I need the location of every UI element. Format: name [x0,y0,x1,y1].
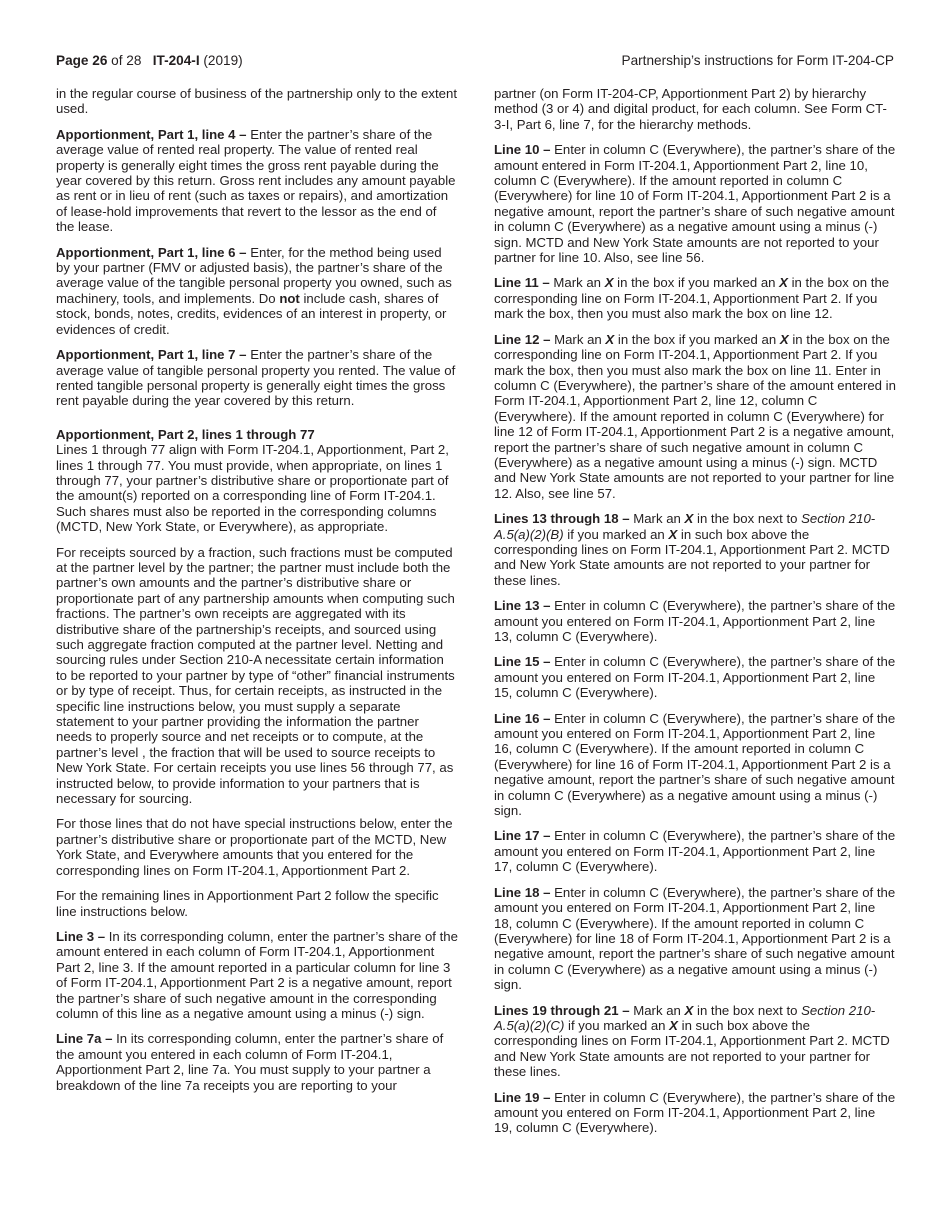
paragraph-no-special-instructions: For those lines that do not have special instructions below, enter the partner’s distributive share or proportionate part of the MCTD, New York State, and Everywhere amounts that you entered for the corresponding lines on Form IT-204.1, Apportionment Part 2. [56,816,453,878]
x-mark: X [684,511,694,527]
line-heading: Line 10 – [494,142,551,158]
line-heading: Lines 13 through 18 – [494,511,630,527]
page-header [56,52,894,70]
header-title: Partnership’s instructions for Form IT-204-CP [621,53,894,68]
line-heading: Apportionment, Part 1, line 6 – [56,244,247,260]
line-heading: Line 16 – [494,710,551,726]
line-heading: Line 7a – [56,1031,113,1047]
line-heading: Line 15 – [494,654,551,670]
line-heading: Apportionment, Part 1, line 4 – [56,126,247,142]
x-mark: X [668,526,678,542]
paragraph-line17: Line 17 – Enter in column C (Everywhere), the partner’s share of the amount you entered on Form IT-204.1, Apportionment Part 2, line 17, column C (Everywhere). [494,828,896,875]
right-column [494,86,896,1146]
line-heading: Lines 19 through 21 – [494,1002,630,1018]
paragraph-lines-1-77: Lines 1 through 77 align with Form IT-204.1, Apportionment, Part 2, lines 1 through 77. You must provide, when appropriate, on lines 1 through 77, your partner’s distributive share or proportionate part of the amount(s) reported on a corresponding line of Form IT-204.1. Such shares must also be reported in the corresponding columns (MCTD, New York State, or Everywhere), as appropriate. [56,442,449,535]
line-heading: Line 12 – [494,331,551,347]
paragraph-line7a-continued: partner (on Form IT-204-CP, Apportionment Part 2) by hierarchy method (3 or 4) and digital product, for each column. See Form CT-3-I, Part 6, line 7, for the hierarchy methods. [494,86,887,132]
paragraph-lines-19-21: Lines 19 through 21 – Mark an X in the box next to Section 210-A.5(a)(2)(C) if you marked an X in such box above the corresponding lines on Form IT-204.1, Apportionment Part 2. MCTD and New York State amounts are not reported to your partner for these lines. [494,1002,890,1080]
paragraph-line11: Line 11 – Mark an X in the box if you marked an X in the box on the corresponding line on Form IT-204.1, Apportionment Part 2. If you mark the box, then you must also mark the box on line 12. [494,275,890,322]
section-reference: Section 210-A.5(a)(2)(B) [494,511,876,542]
paragraph-line7a: Line 7a – In its corresponding column, enter the partner’s share of the amount you entered in each column of Form IT-204.1, Apportionment Part 2, line 7a. You must supply to your partner a breakdown of the line 7a receipts you are reporting to your [56,1031,444,1093]
line-heading: Line 18 – [494,884,551,900]
paragraph-line13: Line 13 – Enter in column C (Everywhere), the partner’s share of the amount you entered on Form IT-204.1, Apportionment Part 2, line 13, column C (Everywhere). [494,598,896,644]
paragraph-line18: Line 18 – Enter in column C (Everywhere), the partner’s share of the amount you entered on Form IT-204.1, Apportionment Part 2, line 18, column C (Everywhere). If the amount reported in column C (Everywhere) for line 18 of Form IT-204.1, Apportionment Part 2 is a negative amount, report the partner’s share of such negative amount in column C (Everywhere) as a negative amount using a minus (-) sign. [494,884,896,993]
paragraph-continuation: in the regular course of business of the partnership only to the extent used. [56,86,457,117]
page-number: Page 26 [56,53,108,68]
paragraph-line3: Line 3 – In its corresponding column, enter the partner’s share of the amount entered in each column of Form IT-204.1, Apportionment Part 2, line 3. If the amount reported in a particular column for line 3 of Form IT-204.1, Apportionment Part 2 is a negative amount, report the partner’s share of such negative amount in the corresponding column of this line as a negative amount using a minus (-) sign. [56,928,458,1021]
paragraph-remaining-lines: For the remaining lines in Apportionment Part 2 follow the specific line instructions below. [56,888,439,919]
paragraph-receipts-fraction: For receipts sourced by a fraction, such fractions must be computed at the partner level by the partner; the partner must include both the partner’s own amounts and the partner’s distributive share or proportionate part of any partnership amounts when computing such fractions. The partner’s own receipts are aggregated with its distributive share of the partnership’s receipts, and sourced using such aggregate fraction computed at the partner level. Netting and sourcing rules under Section 210-A necessitate certain information to be reported to your partner by type of “other” financial instruments or by type of receipt. Thus, for certain receipts, as instructed in the specific line instructions below, you must supply a separate statement to your partner providing the information the partner needs to properly source and net receipts or to compute, at the partner’s level , the fraction that will be used to source receipts to New York State. For certain receipts you use lines 56 through 77, as instructed below, to provide information to your partners that is necessary for sourcing. [56,544,455,807]
x-mark: X [779,275,788,291]
paragraph-part1-line7: Apportionment, Part 1, line 7 – Enter the partner’s share of the average value of tangible personal property you rented. The value of rented tangible personal property is generally eight times the gross rent payable during the year covered by this return. [56,347,456,409]
x-mark: X [605,331,615,347]
line-heading: Line 11 – [494,275,550,291]
paragraph-part1-line6: Apportionment, Part 1, line 6 – Enter, for the method being used by your partner (FMV or adjusted basis), the partner’s share of the average value of the tangible personal property you owned, such as machinery, tools, and implements. Do not include cash, shares of stock, bonds, notes, credits, evidences of an interest in property, or evidences of credit. [56,244,452,337]
line-heading: Line 19 – [494,1089,551,1105]
line-heading: Line 17 – [494,828,551,844]
form-year: (2019) [199,53,243,68]
left-column [56,86,458,1103]
paragraph-line10: Line 10 – Enter in column C (Everywhere), the partner’s share of the amount entered in Form IT-204.1, Apportionment Part 2, line 10, column C (Everywhere). If the amount reported in column C (Everywhere) for line 10 of Form IT-204.1, Apportionment Part 2 is a negative amount, report the partner’s share of such negative amount in column C (Everywhere) as a negative amount using a minus (-) sign. MCTD and New York State amounts are not reported to your partner for line 10. Also, see line 56. [494,142,896,266]
header-left [56,52,243,70]
paragraph-lines-13-18: Lines 13 through 18 – Mark an X in the box next to Section 210-A.5(a)(2)(B) if you marked an X in such box above the corresponding lines on Form IT-204.1, Apportionment Part 2. MCTD and New York State amounts are not reported to your partner for these lines. [494,511,890,588]
line-heading: Line 3 – [56,928,106,944]
form-code: IT-204-I [152,53,200,68]
x-mark: X [684,1002,694,1018]
x-mark: X [779,331,789,347]
page-total: of 28 [107,53,142,68]
paragraph-line12: Line 12 – Mark an X in the box if you marked an X in the box on the corresponding line on Form IT-204.1, Apportionment Part 2. If you mark the box, then you must also mark the box on line 11. Enter in column C (Everywhere), the partner’s share of the amount entered in Form IT-204.1, Apportionment Part 2, line 12, column C (Everywhere). If the amount reported in column C (Everywhere) for line 12 of Form IT-204.1, Apportionment Part 2 is a negative amount, report the partner’s share of such negative amount in column C (Everywhere) as a negative amount using a minus (-) sign. MCTD and New York State amounts are not reported to your partner for line 12. Also, see line 57. [494,331,896,501]
paragraph-line19: Line 19 – Enter in column C (Everywhere), the partner’s share of the amount you entered on Form IT-204.1, Apportionment Part 2, line 19, column C (Everywhere). [494,1089,896,1136]
paragraph-part1-line4: Apportionment, Part 1, line 4 – Enter the partner’s share of the average value of rented real property. The value of rented real property is generally eight times the gross rent payable during the year covered by this return. Gross rent includes any amount payable as rent or in lieu of rent (such as taxes or repairs), and amortization of lease-hold improvements that revert to the lessor as the end of the lease. [56,126,456,235]
x-mark: X [604,275,614,291]
x-mark: X [669,1017,678,1033]
section-heading: Apportionment, Part 2, lines 1 through 77 [56,426,315,442]
section-reference: Section 210-A.5(a)(2)(C) [494,1002,876,1033]
paragraph-line15: Line 15 – Enter in column C (Everywhere), the partner’s share of the amount you entered on Form IT-204.1, Apportionment Part 2, line 15, column C (Everywhere). [494,654,896,701]
line-heading: Apportionment, Part 1, line 7 – [56,347,247,363]
line-heading: Line 13 – [494,598,551,614]
paragraph-line16: Line 16 – Enter in column C (Everywhere), the partner’s share of the amount you entered on Form IT-204.1, Apportionment Part 2, line 16, column C (Everywhere). If the amount reported in column C (Everywhere) for line 16 of Form IT-204.1, Apportionment Part 2 is a negative amount, report the partner’s share of such negative amount in column C (Everywhere) as a negative amount using a minus (-) sign. [494,710,896,819]
